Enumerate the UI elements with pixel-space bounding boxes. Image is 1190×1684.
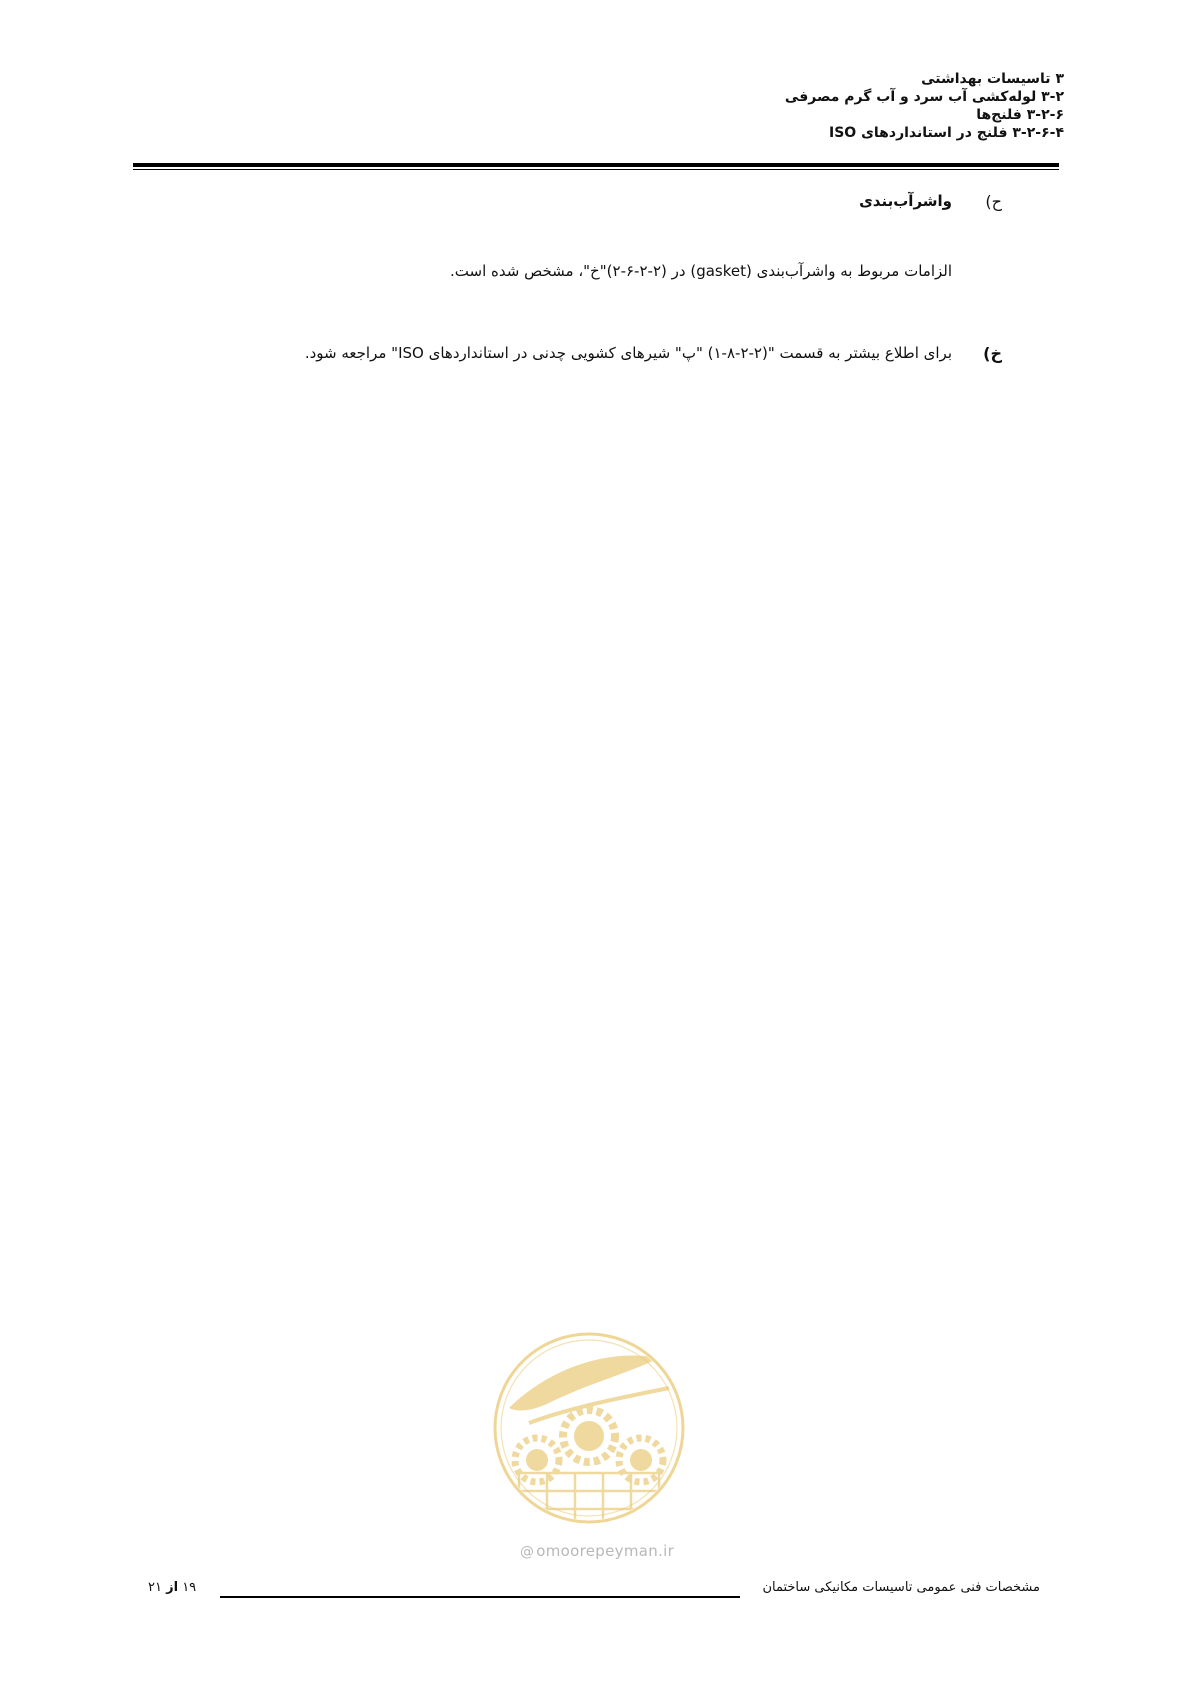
header-line-chapter: ۳ تاسیسات بهداشتی bbox=[921, 71, 1064, 87]
section-header bbox=[364, 70, 1064, 142]
header-line-subsection: ۳-۲-۶ فلنج‌ها bbox=[976, 107, 1064, 123]
header-divider-thick bbox=[133, 163, 1059, 167]
page-current: ۱۹ bbox=[182, 1580, 197, 1595]
header-line-section: ۳-۲ لوله‌کشی آب سرد و آب گرم مصرفی bbox=[784, 89, 1064, 105]
paragraph-further-reference: برای اطلاع بیشتر به قسمت "(۲-۲-۸-۱) "پ" شیرهای کشویی چدنی در استانداردهای ISO" مراجعه شود. bbox=[304, 344, 952, 362]
at-icon: @ bbox=[519, 1544, 535, 1560]
footer-document-title: مشخصات فنی عمومی تاسیسات مکانیکی ساختمان bbox=[762, 1580, 1040, 1595]
item-letter-kh: خ) bbox=[983, 344, 1002, 363]
footer-page-number bbox=[148, 1580, 196, 1595]
footer-divider bbox=[220, 1596, 740, 1598]
header-divider-thin bbox=[133, 169, 1059, 170]
paragraph-gasket-requirements: الزامات مربوط به واشرآب‌بندی (gasket) در (۲-۲-۶-۲)"خ"، مشخص شده است. bbox=[450, 262, 952, 280]
page-of-label: از bbox=[166, 1580, 179, 1595]
watermark-url-text: omoorepeyman.ir bbox=[536, 1542, 675, 1560]
watermark-logo bbox=[489, 1328, 689, 1528]
header-line-topic: ۳-۲-۶-۴ فلنج در استانداردهای ISO bbox=[829, 125, 1064, 141]
item-title-gasket: واشرآب‌بندی bbox=[859, 192, 952, 210]
watermark-url bbox=[497, 1542, 697, 1560]
page-total: ۲۱ bbox=[148, 1580, 162, 1595]
item-letter-h: ح) bbox=[985, 192, 1002, 211]
